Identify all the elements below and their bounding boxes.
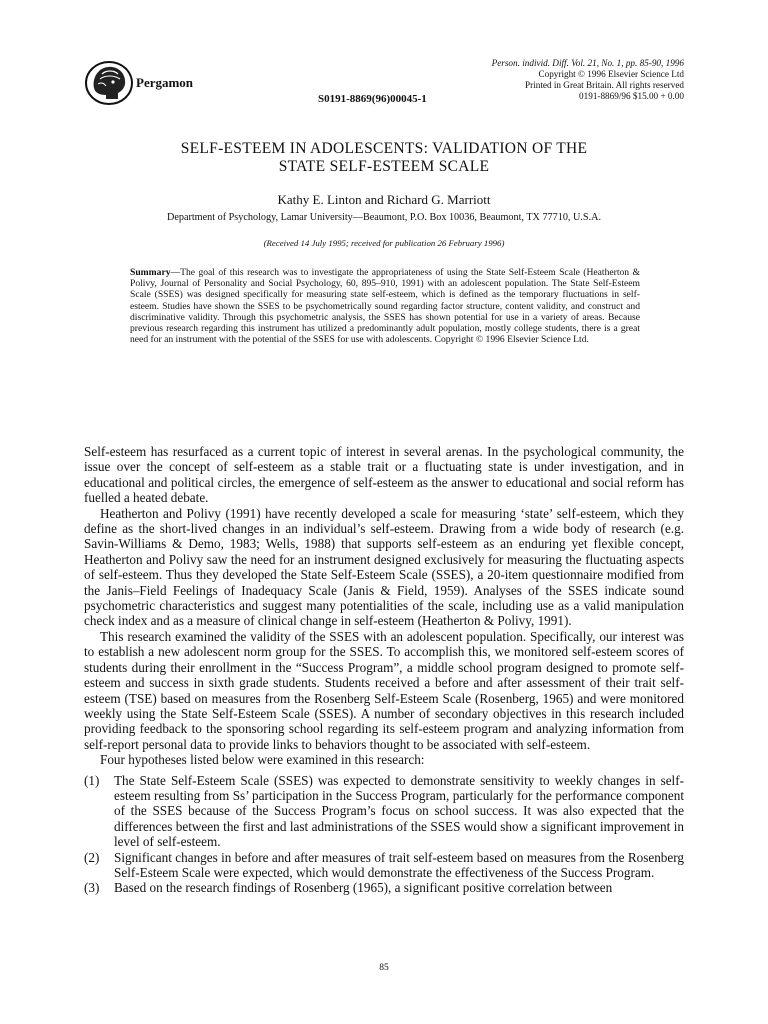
journal-line: Printed in Great Britain. All rights reserved [525, 80, 684, 90]
hypothesis-text: Significant changes in before and after measures of trait self-esteem based on measures from the Rosenberg Self-Esteem Scale were expected, which would demonstrate the effectiveness of the Success Program. [114, 849, 684, 880]
publisher-name: Pergamon [136, 75, 194, 90]
summary-abstract [130, 267, 640, 345]
title-line: SELF-ESTEEM IN ADOLESCENTS: VALIDATION OF THE [180, 140, 588, 157]
summary-text: —The goal of this research was to investigate the appropriateness of using the State Self-Esteem Scale (Heatherton & Polivy, Journal of Personality and Social Psychology, 60, 895–910, 1991) with an adolescent population. The State Self-Esteem Scale (SSES) was designed specifically for measuring state self-esteem, which is defined as the temporary fluctuations in self-esteem. Studies have shown the SSES to be psychometrically sound regarding factor structure, content validity, and construct and discriminative validity. Through this psychometric analysis, the SSES has shown potential for use in a variety of areas. Because previous research regarding this instrument has utilized a predominantly adult population, mostly college students, there is a great need for an instrument with the potential of the SSES for use with adolescents. Copyright © 1996 Elsevier Science Ltd. [130, 267, 640, 346]
summary-label: Summary [130, 267, 171, 278]
journal-citation [384, 58, 684, 102]
hypothesis-number: (2) [84, 849, 100, 865]
hypothesis-number: (1) [84, 772, 100, 788]
affiliation: Department of Psychology, Lamar University—Beaumont, P.O. Box 10036, Beaumont, TX 77710, U.S.A. [166, 212, 602, 223]
article-doi: S0191-8869(96)00045-1 [318, 93, 427, 105]
title-line: STATE SELF-ESTEEM SCALE [278, 158, 490, 175]
hypothesis-number: (3) [84, 880, 100, 896]
hypothesis-item [84, 880, 684, 895]
hypothesis-item [84, 850, 684, 881]
received-dates: (Received 14 July 1995; received for publication 26 February 1996) [263, 238, 505, 248]
authors: Kathy E. Linton and Richard G. Marriott [277, 192, 491, 207]
hypotheses-list [84, 773, 684, 896]
body-paragraph: Four hypotheses listed below were examined in this research: [100, 752, 425, 768]
page-number: 85 [379, 963, 389, 973]
hypothesis-text: The State Self-Esteem Scale (SSES) was expected to demonstrate sensitivity to weekly changes in self-esteem resulting from Ss’ participation in the Success Program, particularly for the performance component of the SSES because of the Success Program’s focus on school success. It was also expected that the differences between the first and last administrations of the SSES would show a significant improvement in level of self-esteem. [114, 772, 684, 850]
journal-line: 0191-8869/96 $15.00 + 0.00 [579, 91, 684, 101]
journal-line: Person. individ. Diff. Vol. 21, No. 1, pp. 85-90, 1996 [491, 58, 684, 68]
hypothesis-text: Based on the research findings of Rosenberg (1965), a significant positive correlation between [114, 880, 613, 896]
body-paragraph: Self-esteem has resurfaced as a current topic of interest in several arenas. In the psychological community, the issue over the concept of self-esteem as a stable trait or a fluctuating state is under investigation, and in educational and political circles, the emergence of self-esteem as the answer to educational and social reform has fuelled a heated debate. [84, 444, 684, 506]
journal-line: Copyright © 1996 Elsevier Science Ltd [538, 69, 684, 79]
body-paragraph: Heatherton and Polivy (1991) have recently developed a scale for measuring ‘state’ self-esteem, which they define as the short-lived changes in an individual’s self-esteem. Drawing from a wide body of research (e.g. Savin-Williams & Demo, 1983; Wells, 1988) that supports self-esteem as an enduring yet flexible concept, Heatherton and Polivy saw the need for an instrument designed exclusively for measuring the fluctuating aspects of self-esteem. Thus they developed the State Self-Esteem Scale (SSES), a 20-item questionnaire modified from the Janis–Field Feelings of Inadequacy Scale (Janis & Field, 1959). Analyses of the SSES indicate sound psychometric characteristics and suggest many potentialities of the scale, including use as a valid manipulation check index and as a measure of clinical change in self-esteem (Heatherton & Polivy, 1991). [84, 505, 684, 629]
body-paragraph: This research examined the validity of the SSES with an adolescent population. Specifically, our interest was to establish a new adolescent norm group for the SSES. To accomplish this, we monitored self-esteem scores of students during their enrollment in the “Success Program”, a middle school program designed to promote self-esteem and success in sixth grade students. Students received a before and after assessment of their trait self-esteem (TSE) based on measures from the Rosenberg Self-Esteem Scale (Rosenberg, 1965) and were monitored weekly using the State Self-Esteem Scale (SSES). A number of secondary objectives in this research included providing feedback to the sponsoring school regarding its self-esteem program and analyzing information from self-report personal data to provide links to behaviors thought to be associated with self-esteem. [84, 628, 684, 752]
paper-title [84, 140, 684, 176]
hypothesis-item [84, 773, 684, 850]
body-text [84, 444, 684, 896]
pergamon-logo-icon [84, 60, 134, 106]
